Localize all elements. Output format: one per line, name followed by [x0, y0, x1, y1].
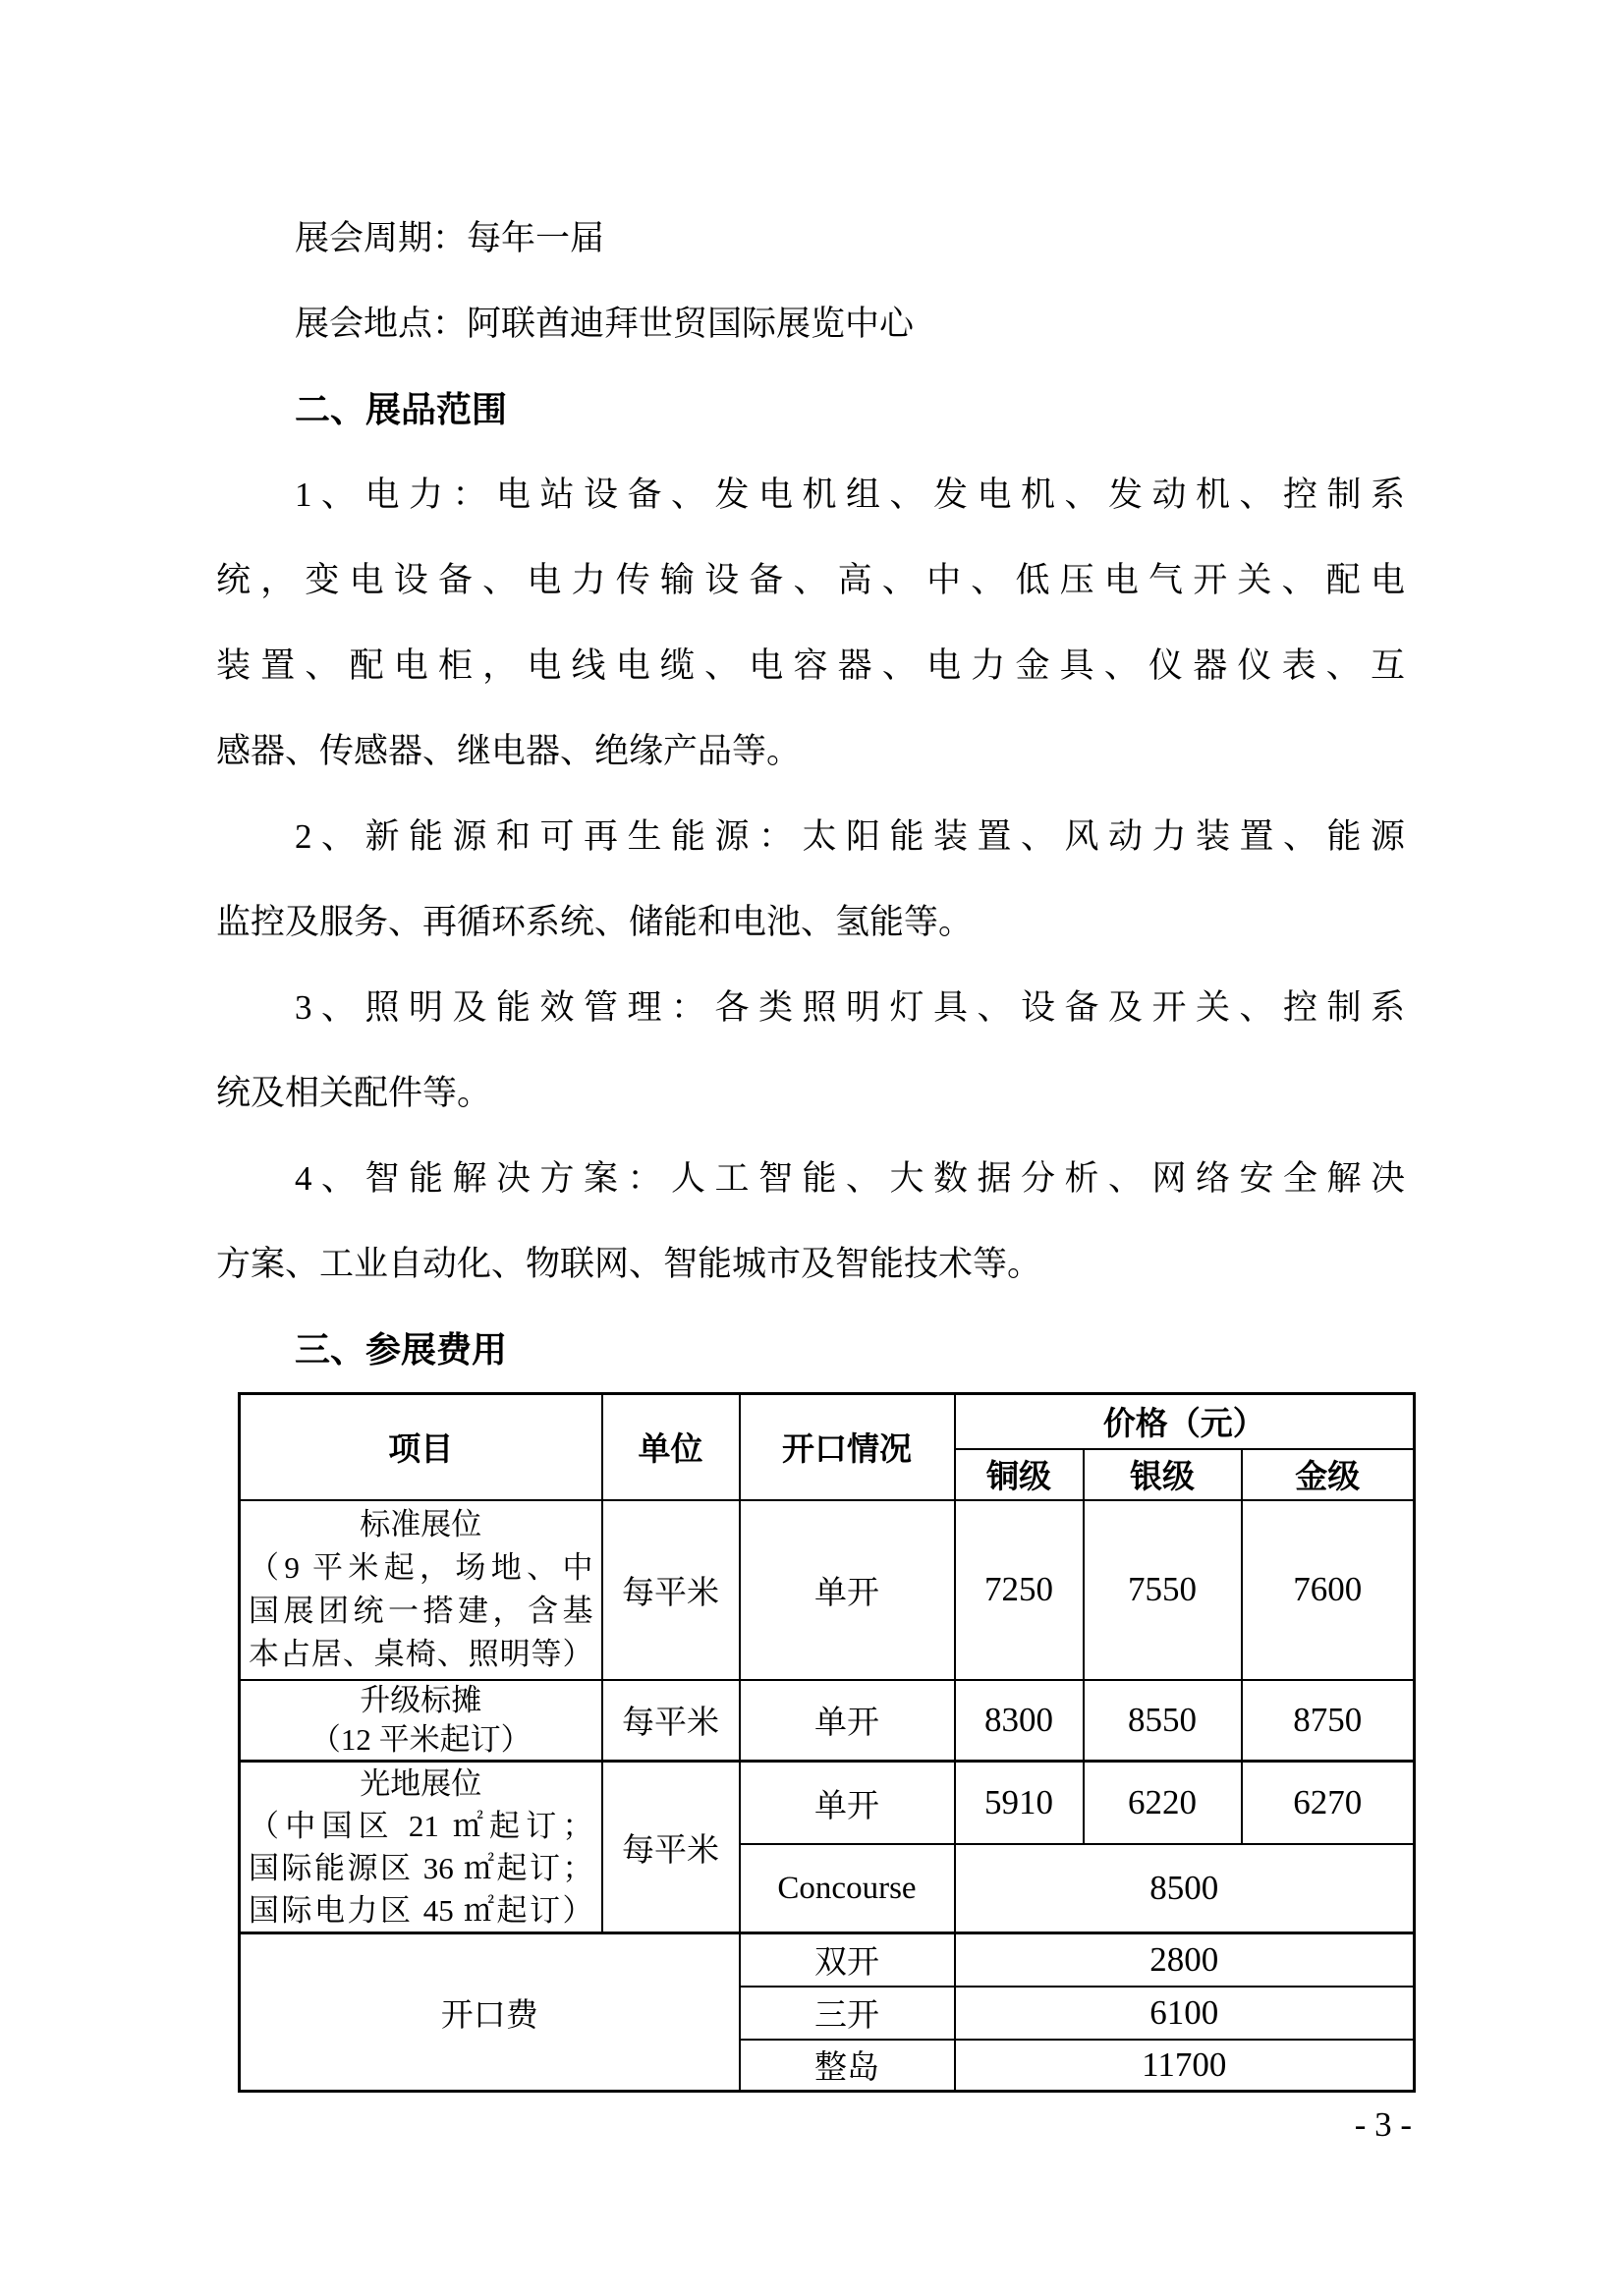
cell-concourse-label: Concourse: [740, 1844, 955, 1932]
cell-concourse-price: 8500: [955, 1844, 1415, 1932]
raw-space-name-line: （中国区 21 ㎡起订；: [249, 1809, 593, 1843]
raw-space-name-line: 国际电力区 45 ㎡起订）: [249, 1893, 593, 1928]
cell-upgraded-booth-opening: 单开: [740, 1680, 955, 1762]
cell-opening-fee-double-price: 2800: [955, 1933, 1415, 1987]
cell-standard-booth-bronze: 7250: [955, 1500, 1084, 1680]
col-header-price-group: 价格（元）: [955, 1394, 1415, 1449]
col-header-unit: 单位: [602, 1394, 740, 1500]
page-number: - 3 -: [1354, 2105, 1412, 2144]
info-line-cycle: 展会周期：每年一届: [295, 219, 605, 257]
scope-item3-line: 统及相关配件等。: [216, 1074, 492, 1112]
col-header-silver: 银级: [1084, 1449, 1242, 1500]
cell-standard-booth-silver: 7550: [1084, 1500, 1242, 1680]
scope-item1-line: 1、电力：电站设备、发电机组、发电机、发动机、控制系: [295, 476, 1405, 514]
col-header-item: 项目: [240, 1394, 602, 1500]
cell-opening-fee-triple-label: 三开: [740, 1987, 955, 2040]
row-upgraded-booth: [240, 1680, 1415, 1762]
row-standard-booth: [240, 1500, 1415, 1680]
cell-raw-space-opening: 单开: [740, 1762, 955, 1845]
cell-raw-space-name: [240, 1762, 602, 1933]
section-heading-fee: 三、参展费用: [295, 1329, 508, 1370]
scope-item1-line: 统，变电设备、电力传输设备、高、中、低压电气开关、配电: [216, 561, 1405, 599]
scope-item2-line: 监控及服务、再循环系统、储能和电池、氢能等。: [216, 903, 974, 941]
document-body: [216, 196, 1405, 1392]
cell-opening-fee-island-label: 整岛: [740, 2040, 955, 2092]
section-heading-scope: 二、展品范围: [295, 389, 508, 429]
col-header-gold: 金级: [1242, 1449, 1415, 1500]
row-raw-space-single: [240, 1762, 1415, 1845]
cell-opening-fee-island-price: 11700: [955, 2040, 1415, 2092]
standard-booth-name-line: 本占居、桌椅、照明等）: [249, 1637, 593, 1671]
cell-opening-fee-triple-price: 6100: [955, 1987, 1415, 2040]
cell-upgraded-booth-silver: 8550: [1084, 1680, 1242, 1762]
standard-booth-name-line: 国展团统一搭建，含基: [249, 1594, 593, 1628]
scope-item4-line: 4、智能解决方案：人工智能、大数据分析、网络安全解决: [295, 1159, 1405, 1198]
scope-item2-line: 2、新能源和可再生能源：太阳能装置、风动力装置、能源: [295, 817, 1405, 856]
cell-upgraded-booth-unit: 每平米: [602, 1680, 740, 1762]
cell-standard-booth-opening: 单开: [740, 1500, 955, 1680]
cell-raw-space-bronze: 5910: [955, 1762, 1084, 1845]
cell-upgraded-booth-bronze: 8300: [955, 1680, 1084, 1762]
scope-item4-line: 方案、工业自动化、物联网、智能城市及智能技术等。: [216, 1245, 1042, 1283]
scope-item1-line: 感器、传感器、继电器、绝缘产品等。: [216, 732, 802, 770]
raw-space-name-line: 光地展位: [360, 1766, 482, 1801]
info-line-location: 展会地点：阿联酋迪拜世贸国际展览中心: [295, 305, 915, 343]
col-header-opening: 开口情况: [740, 1394, 955, 1500]
scope-item3-line: 3、照明及能效管理：各类照明灯具、设备及开关、控制系: [295, 988, 1405, 1027]
cell-opening-fee-name: 开口费: [240, 1933, 740, 2092]
cell-upgraded-booth-gold: 8750: [1242, 1680, 1415, 1762]
fee-table: [238, 1392, 1416, 2093]
cell-raw-space-gold: 6270: [1242, 1762, 1415, 1845]
cell-raw-space-silver: 6220: [1084, 1762, 1242, 1845]
cell-standard-booth-unit: 每平米: [602, 1500, 740, 1680]
upgraded-booth-name-line: （12 平米起订）: [309, 1721, 532, 1757]
cell-opening-fee-double-label: 双开: [740, 1933, 955, 1987]
row-opening-fee-double: [240, 1933, 1415, 1987]
raw-space-name-line: 国际能源区 36 ㎡起订；: [249, 1851, 593, 1885]
standard-booth-name-line: （9 平米起，场地、中: [249, 1550, 593, 1585]
upgraded-booth-name-line: 升级标摊: [360, 1682, 482, 1717]
cell-raw-space-unit: 每平米: [602, 1762, 740, 1933]
cell-upgraded-booth-name: [240, 1680, 602, 1762]
fee-table-header-row-1: [240, 1394, 1415, 1449]
col-header-bronze: 铜级: [955, 1449, 1084, 1500]
scope-item1-line: 装置、配电柜，电线电缆、电容器、电力金具、仪器仪表、互: [216, 646, 1405, 685]
cell-standard-booth-gold: 7600: [1242, 1500, 1415, 1680]
cell-standard-booth-name: [240, 1500, 602, 1680]
standard-booth-name-line: 标准展位: [360, 1507, 482, 1541]
